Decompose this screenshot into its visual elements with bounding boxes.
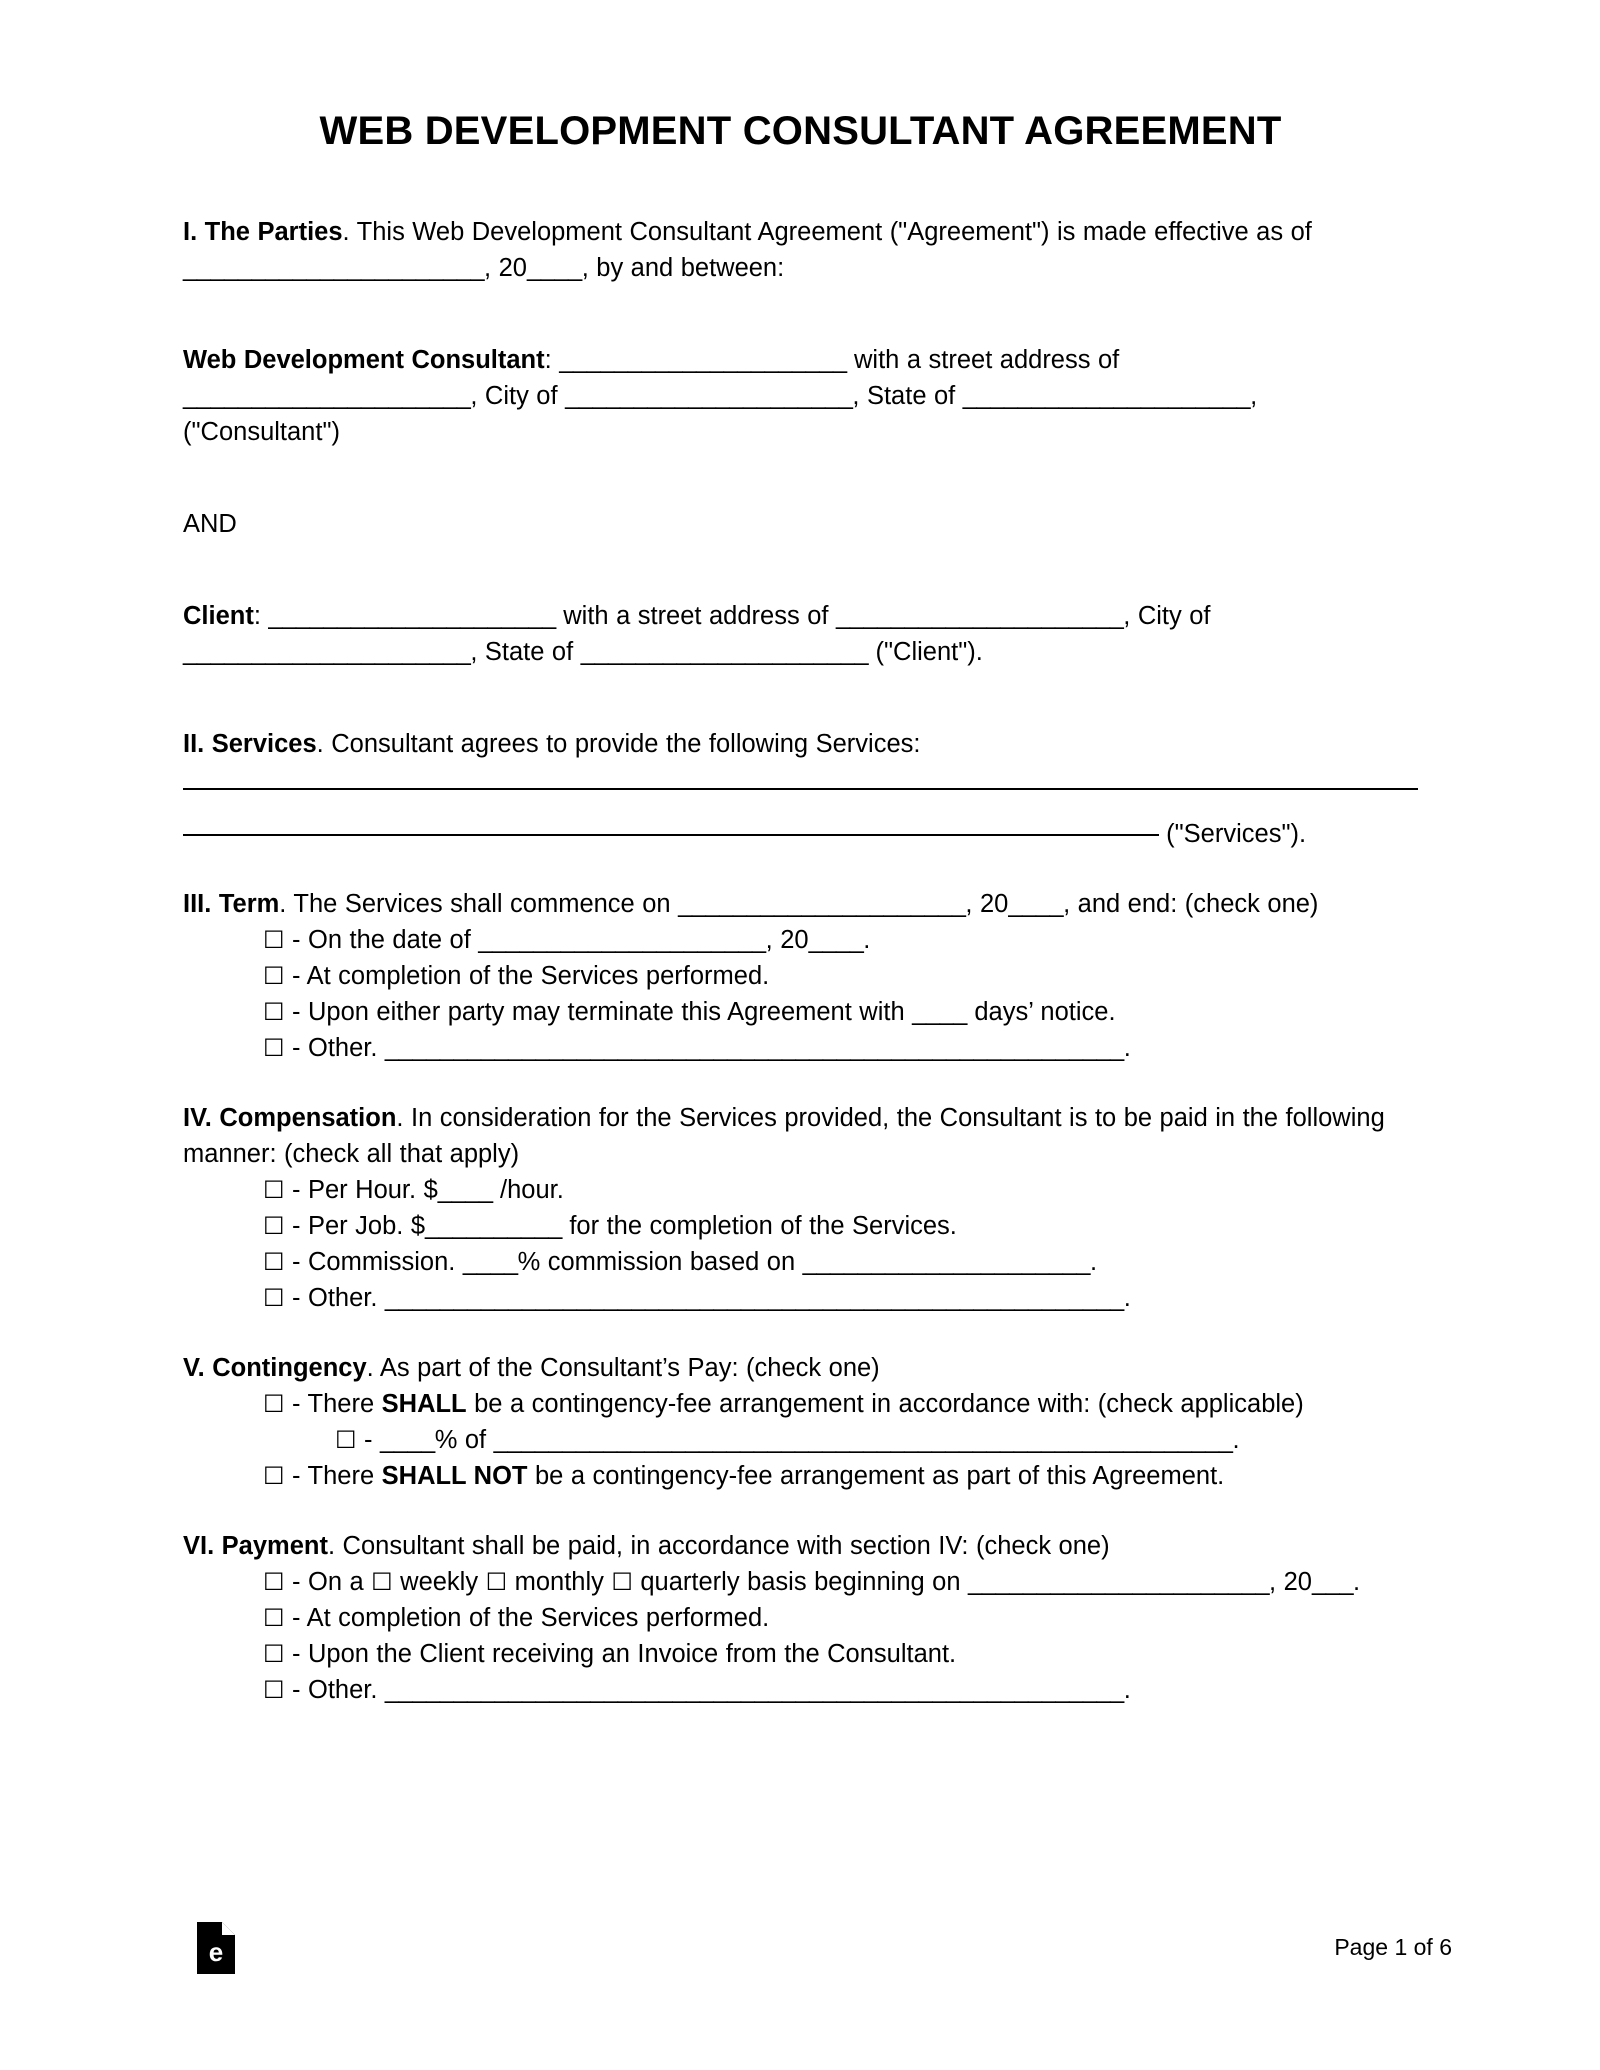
contingency-basis-blank[interactable]: ______________________________________________________ (493, 1426, 1233, 1454)
services-write-in-line-1[interactable] (183, 788, 1418, 790)
term-option-1[interactable] (183, 922, 1418, 958)
term-option-4[interactable] (183, 1030, 1418, 1066)
and-separator: AND (183, 510, 237, 538)
comp-commission-basis-blank[interactable]: _____________________ (802, 1248, 1090, 1276)
page-footer (0, 1900, 1600, 2020)
consultant-label: Web Development Consultant (183, 346, 545, 374)
section-term-text-1: . The Services shall commence on (279, 890, 679, 918)
checkbox-icon[interactable]: ☐ (263, 1034, 285, 1062)
checkbox-icon[interactable]: ☐ (263, 1248, 285, 1276)
checkbox-icon[interactable]: ☐ (263, 1462, 285, 1490)
term-commence-year-blank[interactable]: ____ (1008, 890, 1064, 918)
contingency-shall-text-2: be a contingency-fee arrangement in accordance with: (check applicable) (466, 1390, 1304, 1418)
parties-effective-date-blank[interactable]: ______________________ (183, 254, 485, 282)
pay-opt-4-text-1: Other. (307, 1676, 385, 1704)
contingency-percent-blank[interactable]: ____ (379, 1426, 435, 1454)
spacer (183, 1316, 1418, 1350)
consultant-block (183, 342, 1418, 450)
section-services-intro (183, 726, 1418, 762)
section-compensation-text: . In consideration for the Services provided, the Consultant is to be paid in the following manner: (check all that apply) (183, 1104, 1385, 1168)
client-text-3: , State of (470, 638, 581, 666)
comp-opt-4-dash: - (284, 1284, 308, 1312)
comp-job-amount-blank[interactable]: __________ (425, 1212, 562, 1240)
client-text-1: with a street address of (555, 602, 836, 630)
pay-opt-1-text-2: , 20 (1269, 1568, 1312, 1596)
term-option-3-text-1: Upon either party may terminate this Agreement with (307, 998, 913, 1026)
pay-quarterly-label: quarterly basis beginning on (632, 1568, 969, 1596)
pay-begin-year-blank[interactable]: ___ (1311, 1568, 1354, 1596)
checkbox-icon[interactable]: ☐ (263, 926, 285, 954)
term-option-2[interactable] (183, 958, 1418, 994)
spacer (183, 1066, 1418, 1100)
pay-opt-3-text: Upon the Client receiving an Invoice from the Consultant. (307, 1640, 957, 1668)
comp-opt-2-dash: - (284, 1212, 308, 1240)
payment-option-periodic[interactable] (183, 1564, 1418, 1600)
consultant-name-blank[interactable]: _____________________ (559, 346, 847, 374)
section-term-text-2: , 20 (965, 890, 1009, 918)
consultant-text-1: with a street address of (846, 346, 1120, 374)
term-option-2-dash: - (284, 962, 307, 990)
section-services-text: . Consultant agrees to provide the following Services: (316, 730, 921, 758)
contingency-sub-option[interactable] (183, 1422, 1418, 1458)
client-state-blank[interactable]: _____________________ (580, 638, 869, 666)
section-payment-intro (183, 1528, 1418, 1564)
page-title: WEB DEVELOPMENT CONSULTANT AGREEMENT (319, 109, 1282, 153)
client-city-blank[interactable]: _____________________ (183, 638, 471, 666)
pay-weekly-label: weekly (392, 1568, 486, 1596)
contingency-shall-not-text-2: be a contingency-fee arrangement as part of this Agreement. (527, 1462, 1225, 1490)
pay-opt-3-dash: - (284, 1640, 308, 1668)
client-colon: : (253, 602, 269, 630)
section-term-intro (183, 886, 1418, 922)
term-commence-date-blank[interactable]: _____________________ (678, 890, 966, 918)
pay-monthly-label: monthly (507, 1568, 612, 1596)
comp-opt-3-dash: - (284, 1248, 308, 1276)
comp-opt-4-text-1: Other. (307, 1284, 385, 1312)
consultant-city-blank[interactable]: _____________________ (565, 382, 853, 410)
eforms-logo-icon (197, 1922, 235, 1974)
checkbox-monthly-icon[interactable]: ☐ (485, 1568, 508, 1596)
consultant-colon: : (544, 346, 560, 374)
section-term-text-3: , and end: (check one) (1063, 890, 1319, 918)
contingency-option-shall-not[interactable] (183, 1458, 1418, 1494)
pay-begin-date-blank[interactable]: ______________________ (968, 1568, 1270, 1596)
section-parties-heading: I. The Parties (183, 218, 343, 246)
term-option-4-dash: - (284, 1034, 308, 1062)
term-option-1-text-3: . (863, 926, 871, 954)
checkbox-icon[interactable]: ☐ (263, 1640, 285, 1668)
comp-opt-3-text-3: . (1089, 1248, 1098, 1276)
term-option-3-text-2: days’ notice. (966, 998, 1116, 1026)
term-end-year-blank[interactable]: ____ (808, 926, 864, 954)
client-text-4: ("Client"). (868, 638, 983, 666)
term-option-4-text-1: Other. (307, 1034, 385, 1062)
contingency-option-shall[interactable] (183, 1386, 1418, 1422)
checkbox-icon[interactable]: ☐ (263, 1390, 285, 1418)
pay-opt-4-text-2: . (1123, 1676, 1131, 1704)
payment-option-completion[interactable] (183, 1600, 1418, 1636)
term-option-1-text-2: , 20 (765, 926, 809, 954)
comp-opt-3-text-2: % commission based on (517, 1248, 803, 1276)
pay-other-blank[interactable]: ______________________________________________________ (384, 1676, 1124, 1704)
consultant-text-3: , State of (852, 382, 963, 410)
compensation-option-other[interactable] (183, 1280, 1418, 1316)
client-block (183, 598, 1418, 670)
pay-opt-2-dash: - (284, 1604, 307, 1632)
section-parties-text-3: , by and between: (581, 254, 785, 282)
checkbox-icon[interactable]: ☐ (263, 1604, 285, 1632)
comp-opt-4-text-2: . (1123, 1284, 1131, 1312)
comp-opt-1-text-2: /hour. (492, 1176, 564, 1204)
consultant-address-blank[interactable]: _____________________ (183, 382, 471, 410)
spacer (183, 286, 1418, 342)
spacer (183, 1494, 1418, 1528)
contingency-shall-not-emphasis: SHALL NOT (381, 1462, 528, 1490)
services-line-2-row (183, 816, 1418, 852)
section-contingency-text: . As part of the Consultant’s Pay: (check one) (366, 1354, 880, 1382)
term-option-2-text: At completion of the Services performed. (306, 962, 770, 990)
comp-opt-3-text-1: Commission. (307, 1248, 463, 1276)
contingency-sub-text-1: % of (434, 1426, 494, 1454)
compensation-option-per-hour[interactable] (183, 1172, 1418, 1208)
comp-opt-1-text-1: Per Hour. $ (307, 1176, 438, 1204)
comp-opt-2-text-1: Per Job. $ (307, 1212, 426, 1240)
document-body (183, 0, 1418, 1708)
parties-effective-year-blank[interactable]: ____ (526, 254, 582, 282)
spacer (183, 670, 1418, 726)
term-option-3[interactable] (183, 994, 1418, 1030)
svg-text:e: e (208, 1937, 224, 1967)
consultant-text-2: , City of (470, 382, 566, 410)
section-payment-text: . Consultant shall be paid, in accordance with section IV: (check one) (327, 1532, 1110, 1560)
section-compensation-intro (183, 1100, 1418, 1172)
comp-opt-1-dash: - (284, 1176, 308, 1204)
section-services-heading: II. Services (183, 730, 317, 758)
pay-opt-1-dash: - (284, 1568, 308, 1596)
section-parties-text-1: . This Web Development Consultant Agreement ("Agreement") is made effective as of (342, 218, 1312, 246)
comp-opt-2-text-2: for the completion of the Services. (561, 1212, 957, 1240)
section-contingency-heading: V. Contingency (183, 1354, 367, 1382)
consultant-state-blank[interactable]: _____________________ (962, 382, 1251, 410)
term-notice-days-blank[interactable]: ____ (912, 998, 967, 1026)
client-name-blank[interactable]: _____________________ (268, 602, 556, 630)
checkbox-icon[interactable]: ☐ (263, 1212, 285, 1240)
contingency-shall-emphasis: SHALL (381, 1390, 467, 1418)
checkbox-icon[interactable]: ☐ (263, 962, 285, 990)
term-other-blank[interactable]: ______________________________________________________ (384, 1034, 1124, 1062)
contingency-shall-not-text-1: There (307, 1462, 382, 1490)
services-closing-text: ("Services"). (1158, 820, 1307, 848)
contingency-shall-text-1: There (307, 1390, 382, 1418)
page-number: Page 1 of 6 (1334, 1934, 1452, 1960)
section-parties-text-2: , 20 (484, 254, 527, 282)
checkbox-quarterly-icon[interactable]: ☐ (611, 1568, 633, 1596)
compensation-option-commission[interactable] (183, 1244, 1418, 1280)
contingency-sub-dash: - (356, 1426, 380, 1454)
contingency-sub-text-2: . (1232, 1426, 1240, 1454)
checkbox-weekly-icon[interactable]: ☐ (371, 1568, 393, 1596)
pay-opt-1-text-3: . (1353, 1568, 1361, 1596)
section-contingency-intro (183, 1350, 1418, 1386)
pay-opt-2-text: At completion of the Services performed. (306, 1604, 770, 1632)
spacer (183, 542, 1418, 598)
checkbox-icon[interactable]: ☐ (335, 1426, 357, 1454)
payment-option-invoice[interactable] (183, 1636, 1418, 1672)
pay-opt-4-dash: - (284, 1676, 308, 1704)
payment-option-other[interactable] (183, 1672, 1418, 1708)
contingency-shall-dash: - (284, 1390, 308, 1418)
comp-hourly-rate-blank[interactable]: ____ (437, 1176, 493, 1204)
contingency-shall-not-dash: - (284, 1462, 308, 1490)
section-parties-intro (183, 214, 1418, 286)
client-address-blank[interactable]: _____________________ (835, 602, 1124, 630)
spacer (183, 450, 1418, 506)
checkbox-icon[interactable]: ☐ (263, 998, 285, 1026)
section-payment-heading: VI. Payment (183, 1532, 328, 1560)
checkbox-icon[interactable]: ☐ (263, 1676, 285, 1704)
comp-commission-percent-blank[interactable]: ____ (462, 1248, 518, 1276)
client-text-2: , City of (1123, 602, 1211, 630)
checkbox-icon[interactable]: ☐ (263, 1284, 285, 1312)
consultant-text-4: , ("Consultant") (183, 382, 1258, 446)
client-label: Client (183, 602, 254, 630)
services-write-in-line-2[interactable] (183, 834, 1159, 836)
term-end-date-blank[interactable]: _____________________ (478, 926, 766, 954)
section-compensation-heading: IV. Compensation (183, 1104, 397, 1132)
compensation-option-per-job[interactable] (183, 1208, 1418, 1244)
term-option-1-dash: - (284, 926, 308, 954)
term-option-4-text-2: . (1123, 1034, 1131, 1062)
checkbox-icon[interactable]: ☐ (263, 1568, 285, 1596)
term-option-3-dash: - (284, 998, 308, 1026)
comp-other-blank[interactable]: ______________________________________________________ (384, 1284, 1124, 1312)
spacer (183, 852, 1418, 886)
pay-opt-1-text-1: On a (307, 1568, 372, 1596)
spacer (183, 154, 1418, 214)
term-option-1-text-1: On the date of (307, 926, 479, 954)
checkbox-icon[interactable]: ☐ (263, 1176, 285, 1204)
section-term-heading: III. Term (183, 890, 280, 918)
